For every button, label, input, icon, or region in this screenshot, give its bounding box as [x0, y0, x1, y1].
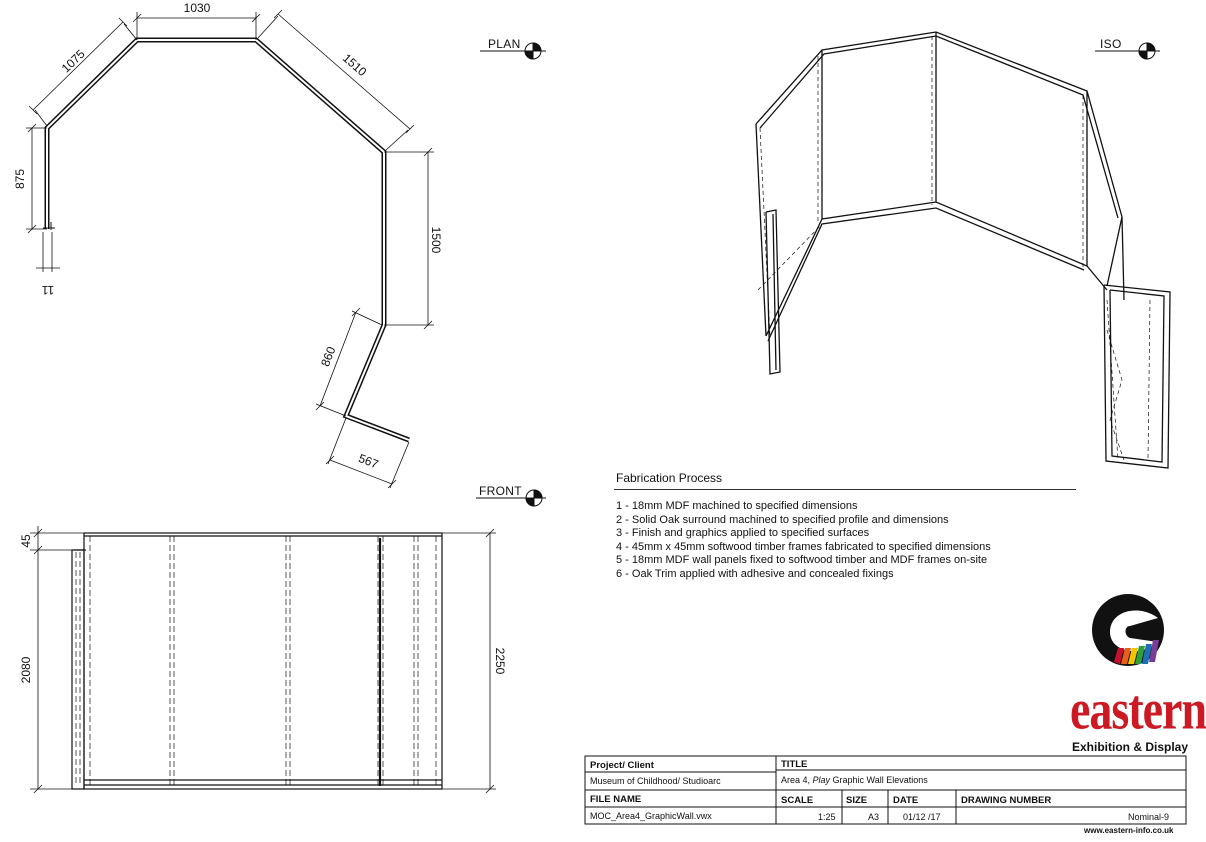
fabrication-divider: [614, 489, 1076, 490]
date-label: DATE: [893, 795, 919, 806]
iso-view-label: ISO: [1100, 37, 1122, 51]
title-label: TITLE: [781, 759, 808, 770]
plan-view-label: PLAN: [488, 37, 521, 51]
fabrication-steps: [616, 500, 991, 582]
dim-45: 45: [19, 534, 33, 548]
drawing-number-label: DRAWING NUMBER: [961, 795, 1052, 806]
fabrication-step: 5 - 18mm MDF wall panels fixed to softwood timber and MDF frames on-site: [616, 554, 988, 567]
logo-wordmark: eastern: [1070, 677, 1206, 741]
file-name-value: MOC_Area4_GraphicWall.vwx: [590, 811, 712, 821]
dim-1500: 1500: [429, 226, 443, 254]
fabrication-step: 4 - 45mm x 45mm softwood timber frames fabricated to specified dimensions: [616, 540, 991, 553]
iso-wall-structure: [756, 32, 1170, 468]
title-value-emphasis: Play: [812, 775, 831, 785]
front-dimension-labels: [19, 534, 507, 683]
dim-860: 860: [318, 344, 339, 369]
fabrication-title: Fabrication Process: [616, 471, 723, 485]
website-link[interactable]: www.eastern-info.co.uk: [1084, 826, 1174, 835]
front-view-label: FRONT: [479, 484, 522, 498]
scale-value: 1:25: [818, 812, 836, 822]
title-value-post: Graphic Wall Elevations: [830, 775, 928, 785]
dim-567: 567: [356, 451, 381, 472]
size-label: SIZE: [846, 795, 868, 806]
plan-dimension-labels: [13, 1, 443, 472]
title-value: [781, 775, 928, 785]
iso-hidden-lines: [758, 36, 1150, 460]
title-value-pre: Area 4,: [781, 775, 813, 785]
front-dimension-lines: [30, 526, 496, 793]
front-elevation: [72, 533, 442, 789]
size-value: A3: [868, 812, 880, 822]
dim-1030: 1030: [183, 1, 211, 15]
dim-small-ticks: 11: [41, 283, 55, 297]
project-value: Museum of Childhood/ Studioarc: [590, 776, 721, 786]
scale-label: SCALE: [781, 795, 814, 806]
fabrication-step: 2 - Solid Oak surround machined to specified profile and dimensions: [616, 513, 949, 526]
drawing-number-value: Nominal-9: [1128, 812, 1170, 822]
dim-2080: 2080: [19, 656, 33, 684]
eastern-logo-mark: [1092, 594, 1164, 666]
file-name-label: FILE NAME: [590, 794, 642, 805]
fabrication-step: 3 - Finish and graphics applied to specified surfaces: [616, 527, 870, 540]
plan-dimension-lines: [26, 10, 434, 488]
dim-1075: 1075: [58, 46, 88, 76]
dim-875: 875: [13, 168, 27, 190]
dim-2250: 2250: [493, 647, 507, 675]
fabrication-step: 6 - Oak Trim applied with adhesive and concealed fixings: [616, 567, 894, 580]
plan-wall-outline: [43, 40, 409, 440]
project-label: Project/ Client: [590, 760, 654, 771]
dim-1510: 1510: [339, 50, 370, 80]
fabrication-step: 1 - 18mm MDF machined to specified dimensions: [616, 500, 858, 512]
logo-subtitle: Exhibition & Display: [1072, 740, 1189, 754]
date-value: 01/12 /17: [903, 812, 941, 822]
front-hidden-lines: [76, 536, 436, 786]
